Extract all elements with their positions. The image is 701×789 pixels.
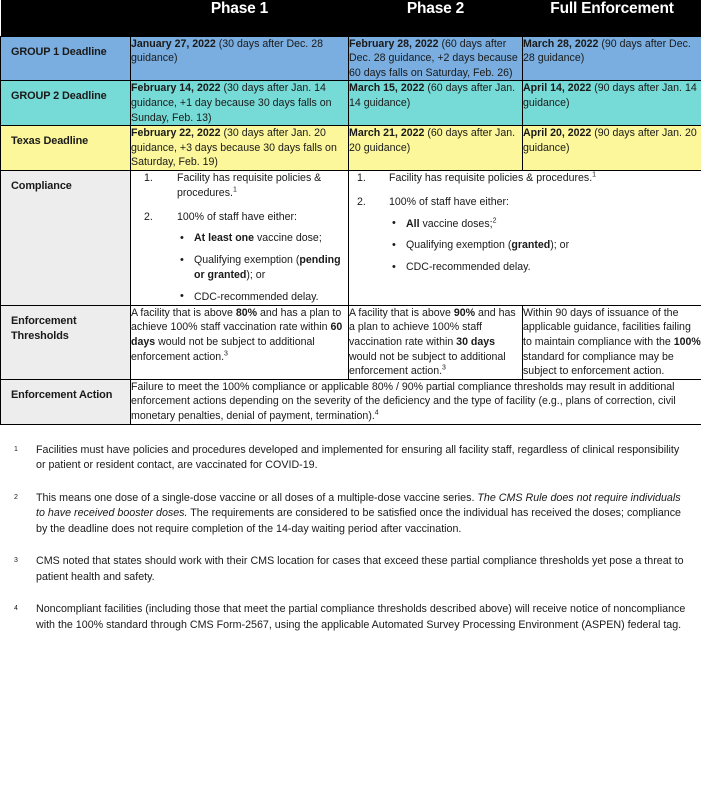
compliance-sublist-phase1 <box>177 231 348 304</box>
table-row-group-2-deadline <box>1 81 701 126</box>
deadline-note: (30 days after Jan. 14 guidance, +1 day because 30 days falls on Sunday, Feb. 13) <box>131 82 332 124</box>
bullet-icon: • <box>180 231 184 244</box>
deadline-date: March 21, 2022 <box>349 127 425 140</box>
bullet-text-tail: ); or <box>550 239 570 252</box>
table-row-enforcement-thresholds <box>1 305 701 379</box>
table-row-group-1-deadline <box>1 36 701 81</box>
list-item <box>349 195 701 275</box>
list-text: 100% of staff have either: <box>389 195 509 208</box>
deadline-note: (30 days after Dec. 28 guidance) <box>131 37 323 65</box>
compliance-sublist-phase2 <box>389 217 701 275</box>
bullet-bold: granted <box>511 239 551 252</box>
bullet-icon: • <box>392 260 396 273</box>
row-label-enforcement-action: Enforcement Action <box>1 379 131 424</box>
table-header-row <box>1 0 701 36</box>
deadline-note: (60 days after Dec. 28 guidance, +2 days because 60 days falls on Saturday, Feb. 26) <box>349 37 518 79</box>
bullet-icon: • <box>392 238 396 251</box>
footnote-marker: 3 <box>224 350 228 358</box>
footnote-part: Noncompliant facilities (including those that meet the partial compliance thresholds described above) will receive notice of noncompliance with the 100% standard through CMS Form-2567, using the applicable Automated Survey Processing Environment (ASPEN) federal tag. <box>36 603 686 631</box>
bullet-icon: • <box>180 253 184 266</box>
cell-group2-phase2 <box>349 81 523 126</box>
footnote-3 <box>14 554 687 585</box>
cell-texas-full <box>523 126 701 171</box>
cell-group1-phase1 <box>131 36 349 81</box>
table-row-texas-deadline <box>1 126 701 171</box>
cell-thresholds-full <box>523 305 701 379</box>
footnote-number: 1 <box>14 445 18 453</box>
footnote-marker: 3 <box>442 364 446 372</box>
row-label-group-2-deadline: GROUP 2 Deadline <box>1 81 131 126</box>
cell-compliance-phase2 <box>349 170 701 305</box>
bullet-text: Qualifying exemption ( <box>406 239 512 252</box>
bullet-bold: All <box>406 217 420 230</box>
cell-compliance-phase1 <box>131 170 349 305</box>
row-label-group-1-deadline: GROUP 1 Deadline <box>1 36 131 81</box>
bullet-icon: • <box>180 290 184 303</box>
footnote-part: Facilities must have policies and procedures developed and implemented for ensuring all facility staff, regardless of clinical responsibility or patient or resident contact, are vaccinated for COVID-19. <box>36 443 680 472</box>
threshold-text: A facility that is above <box>349 306 454 319</box>
footnote-number: 4 <box>14 605 18 613</box>
list-item <box>131 210 348 305</box>
footnote-part: CMS noted that states should work with their CMS location for cases that exceed these partial compliance thresholds yet pose a threat to patient health and safety. <box>36 555 684 583</box>
footnote-marker: 1 <box>232 186 237 194</box>
footnote-part: The requirements are considered to be satisfied once the individual has received the doses; compliance by the deadline does not require completion of the 14-day waiting period after vaccination. <box>36 507 681 535</box>
threshold-text: and has a plan to achieve 100% staff vaccination rate within <box>131 306 342 334</box>
deadline-note: (90 days after Dec. 28 guidance) <box>523 37 691 65</box>
deadline-date: February 22, 2022 <box>131 127 221 140</box>
cell-group1-full <box>523 36 701 81</box>
threshold-days: 60 days <box>131 321 343 348</box>
bullet-text: CDC-recommended delay. <box>406 261 531 274</box>
threshold-text: Within 90 days of issuance of the applicable guidance, facilities failing to maintain compliance with the <box>523 306 691 348</box>
list-item <box>177 231 348 246</box>
cell-group1-phase2 <box>349 36 523 81</box>
deadline-date: February 28, 2022 <box>349 37 439 50</box>
compliance-list-phase1 <box>131 171 348 305</box>
header-phase-2: Phase 2 <box>349 0 523 36</box>
list-text: Facility has requisite policies & procedures. <box>389 171 593 184</box>
footnote-number: 2 <box>14 493 18 501</box>
header-phase-1: Phase 1 <box>131 0 349 36</box>
bullet-text: vaccine dose; <box>254 232 322 245</box>
footnote-part-italic: The CMS Rule does not require individuals to have received booster doses. <box>36 491 681 520</box>
bullet-text: CDC-recommended delay. <box>194 290 319 303</box>
footnotes-section <box>0 443 701 634</box>
threshold-text: standard for compliance may be subject to enforcement action. <box>523 350 674 378</box>
list-text: 100% of staff have either: <box>177 210 297 223</box>
threshold-percent: 80% <box>235 306 258 319</box>
threshold-percent: 100% <box>673 336 701 348</box>
bullet-text: vaccine doses; <box>419 217 493 230</box>
bullet-icon: • <box>392 217 396 230</box>
footnote-4 <box>14 602 687 633</box>
list-item <box>131 171 348 201</box>
list-item <box>389 260 701 275</box>
deadline-note: (30 days after Jan. 20 guidance, +3 days because 30 days falls on Saturday, Feb. 19) <box>131 127 337 169</box>
row-label-enforcement-thresholds: Enforcement Thresholds <box>1 305 131 379</box>
threshold-days: 30 days <box>456 336 496 348</box>
footnote-number: 3 <box>14 557 18 565</box>
footnote-marker: 4 <box>374 409 379 417</box>
deadline-note: (60 days after Jan. 20 guidance) <box>349 127 516 154</box>
deadline-date: March 15, 2022 <box>349 82 425 95</box>
deadline-date: April 14, 2022 <box>523 82 592 95</box>
cell-group2-phase1 <box>131 81 349 126</box>
threshold-text: would not be subject to additional enforcement action. <box>131 336 315 363</box>
cell-texas-phase1 <box>131 126 349 171</box>
list-item <box>389 217 701 232</box>
header-full-enforcement: Full Enforcement <box>523 0 701 36</box>
list-item <box>349 171 701 186</box>
deadline-date: January 27, 2022 <box>131 37 216 50</box>
deadline-date: February 14, 2022 <box>131 82 221 95</box>
bullet-bold: At least one <box>194 232 255 245</box>
footnote-text <box>36 443 687 474</box>
cell-thresholds-phase2 <box>349 305 523 379</box>
threshold-text: and has a plan to achieve 100% staff vaccination rate within <box>349 306 516 348</box>
footnote-2 <box>14 491 687 538</box>
bullet-text: Qualifying exemption ( <box>194 254 300 267</box>
cell-texas-phase2 <box>349 126 523 171</box>
action-text: Failure to meet the 100% compliance or applicable 80% / 90% partial compliance thresholds may result in additional enforcement actions depending on the severity of the deficiency and the type of facility (e.g., plans of correction, civil monetary penalties, denial of payment, termination). <box>131 380 676 423</box>
deadline-note: (90 days after Jan. 14 guidance) <box>523 82 697 109</box>
compliance-list-phase2 <box>349 171 701 275</box>
list-number: 1. <box>357 171 366 184</box>
bullet-bold: pending or granted <box>194 254 341 282</box>
deadline-date: April 20, 2022 <box>523 127 592 140</box>
deadline-note: (90 days after Jan. 20 guidance) <box>523 127 697 154</box>
table-row-compliance <box>1 170 701 305</box>
list-item <box>389 238 701 253</box>
footnote-text <box>36 491 687 538</box>
cell-enforcement-action <box>131 379 701 424</box>
cell-group2-full <box>523 81 701 126</box>
row-label-texas-deadline: Texas Deadline <box>1 126 131 171</box>
list-number: 1. <box>144 171 153 184</box>
footnote-1 <box>14 443 687 474</box>
cell-thresholds-phase1 <box>131 305 349 379</box>
list-item <box>177 253 348 283</box>
footnote-marker: 1 <box>592 171 597 179</box>
list-number: 2. <box>144 210 153 223</box>
table-row-enforcement-action <box>1 379 701 424</box>
deadline-date: March 28, 2022 <box>523 37 599 50</box>
threshold-text: A facility that is above <box>131 306 236 319</box>
row-label-compliance: Compliance <box>1 170 131 305</box>
list-item <box>177 290 348 305</box>
header-blank-cell <box>1 0 131 36</box>
footnote-part: This means one dose of a single-dose vaccine or all doses of a multiple-dose vaccine series. <box>36 491 478 504</box>
list-text: Facility has requisite policies & procedures. <box>177 171 322 199</box>
list-number: 2. <box>357 195 366 208</box>
threshold-percent: 90% <box>453 306 476 319</box>
footnote-text <box>36 602 687 633</box>
footnote-text <box>36 554 687 585</box>
deadline-note: (60 days after Jan. 14 guidance) <box>349 82 516 109</box>
bullet-text-tail: ); or <box>246 269 266 282</box>
footnote-marker: 2 <box>492 217 497 225</box>
threshold-text: would not be subject to additional enforcement action. <box>349 350 506 378</box>
